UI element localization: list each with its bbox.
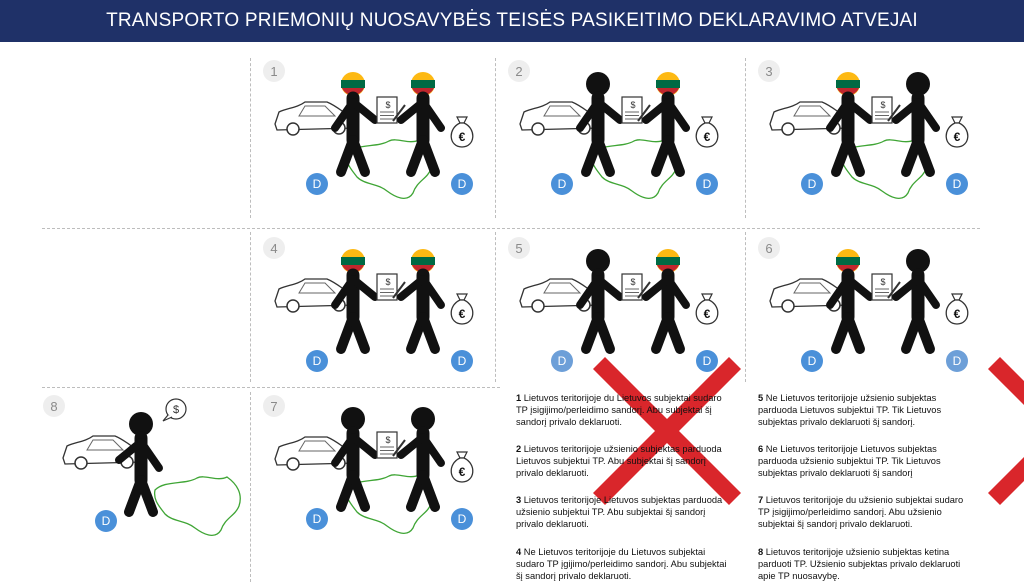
case-illustration [500, 57, 740, 227]
svg-text:€: € [458, 465, 466, 479]
declaration-badge: D [306, 350, 328, 372]
case-illustration [255, 57, 495, 227]
declaration-badge: D [696, 173, 718, 195]
declaration-badge: D [801, 350, 823, 372]
case-panel-4 [255, 234, 495, 404]
case-number-badge: 4 [263, 237, 285, 259]
money-bag-icon [946, 117, 968, 147]
case-number-badge: 5 [508, 237, 530, 259]
svg-text:$: $ [880, 277, 886, 287]
case-description-5: 5 Ne Lietuvos teritorijoje užsienio subjektas parduoda Lietuvos subjektui TP. Tik Lietuvos subjektas privalo deklaruoti šį sandorį. [758, 393, 942, 427]
grid-divider [42, 228, 980, 229]
foreign-person-icon [896, 72, 936, 172]
case-description-4: 4 Ne Lietuvos teritorijoje du Lietuvos subjektai sudaro TP įgijimo/perleidimo sandorį. Abu subjektai šį sandorį privalo deklaruoti. [516, 547, 727, 581]
case-illustration [35, 392, 275, 562]
case-panel-2 [500, 57, 740, 227]
svg-text:€: € [703, 307, 711, 321]
svg-text:€: € [953, 307, 961, 321]
foreign-person-icon [580, 72, 620, 172]
grid-divider [250, 58, 251, 218]
declaration-badge: D [95, 510, 117, 532]
money-bag-icon [696, 117, 718, 147]
case-description-7: 7 Lietuvos teritorijoje du užsienio subjektai sudaro TP įsigijimo/perleidimo sandorį. Abu užsienio subjektai šį sandorį privalo deklaruoti. [758, 495, 964, 529]
svg-text:$: $ [880, 100, 886, 110]
money-bag-icon [696, 294, 718, 324]
lithuanian-person-icon [401, 249, 441, 349]
case-illustration [750, 57, 990, 227]
lithuanian-person-icon [335, 72, 375, 172]
speech-bubble-icon [163, 399, 186, 421]
lithuania-map-outline [155, 477, 241, 536]
page-title: TRANSPORTO PRIEMONIŲ NUOSAVYBĖS TEISĖS PASIKEITIMO DEKLARAVIMO ATVEJAI [0, 0, 1024, 42]
lithuanian-person-icon [335, 249, 375, 349]
money-bag-icon [451, 117, 473, 147]
declaration-badge: D [451, 173, 473, 195]
case-panel-5 [500, 234, 740, 404]
svg-text:$: $ [630, 277, 636, 287]
lithuanian-person-icon [830, 249, 870, 349]
declaration-badge: D [946, 350, 968, 372]
money-bag-icon [451, 452, 473, 482]
money-bag-icon [451, 294, 473, 324]
case-illustration [255, 392, 495, 562]
svg-text:$: $ [385, 277, 391, 287]
lithuanian-person-icon [646, 249, 686, 349]
foreign-person-icon [335, 407, 375, 507]
case-description-2: 2 Lietuvos teritorijoje užsienio subjektas parduoda Lietuvos subjektui TP. Abu subjektai šį sandorį privalo deklaruoti. [516, 444, 722, 478]
case-panel-6 [750, 234, 990, 404]
svg-text:€: € [458, 130, 466, 144]
case-panel-7 [255, 392, 495, 562]
foreign-person-icon [896, 249, 936, 349]
case-panel-8 [35, 392, 275, 562]
declaration-badge: D [696, 350, 718, 372]
case-description-1: 1 Lietuvos teritorijoje du Lietuvos subjektai sudaro TP įsigijimo/perleidimo sandorį. Abu subjektai šį sandorį privalo deklaruoti. [516, 393, 722, 427]
svg-text:€: € [953, 130, 961, 144]
foreign-person-icon [401, 407, 441, 507]
case-number-badge: 3 [758, 60, 780, 82]
grid-divider [745, 58, 746, 218]
lithuanian-person-icon [401, 72, 441, 172]
svg-text:€: € [703, 130, 711, 144]
case-illustration [255, 234, 495, 404]
grid-divider [250, 232, 251, 382]
foreign-person-icon [580, 249, 620, 349]
case-description-8: 8 Lietuvos teritorijoje užsienio subjektas ketina parduoti TP. Užsienio subjektas privalo deklaruoti apie TP nuosavybę. [758, 547, 961, 581]
svg-text:$: $ [630, 100, 636, 110]
declaration-badge: D [306, 508, 328, 530]
case-description-3: 3 Lietuvos teritorijoje Lietuvos subjektas parduoda užsienio subjektui TP. Abu subjektai šį sandorį privalo deklaruoti. [516, 495, 723, 529]
declaration-badge: D [551, 350, 573, 372]
lithuanian-person-icon [830, 72, 870, 172]
case-number-badge: 2 [508, 60, 530, 82]
grid-divider [495, 58, 496, 218]
not-required-cross-icon [942, 346, 1024, 516]
case-number-badge: 6 [758, 237, 780, 259]
money-bag-icon [946, 294, 968, 324]
case-panel-3 [750, 57, 990, 227]
declaration-badge: D [946, 173, 968, 195]
case-number-badge: 8 [43, 395, 65, 417]
declaration-badge: D [551, 173, 573, 195]
declaration-badge: D [306, 173, 328, 195]
declaration-badge: D [451, 350, 473, 372]
lithuanian-person-icon [646, 72, 686, 172]
grid-divider [495, 232, 496, 382]
svg-text:$: $ [385, 100, 391, 110]
case-panel-1 [255, 57, 495, 227]
declaration-badge: D [801, 173, 823, 195]
case-description-6: 6 Ne Lietuvos teritorijoje Lietuvos subjektas parduoda užsienio subjektui TP. Tik Lietuvos subjektas privalo deklaruoti šį sandorį [758, 444, 941, 478]
svg-text:$: $ [385, 435, 391, 445]
case-number-badge: 1 [263, 60, 285, 82]
declaration-badge: D [451, 508, 473, 530]
svg-text:$: $ [172, 404, 180, 416]
svg-text:€: € [458, 307, 466, 321]
case-number-badge: 7 [263, 395, 285, 417]
